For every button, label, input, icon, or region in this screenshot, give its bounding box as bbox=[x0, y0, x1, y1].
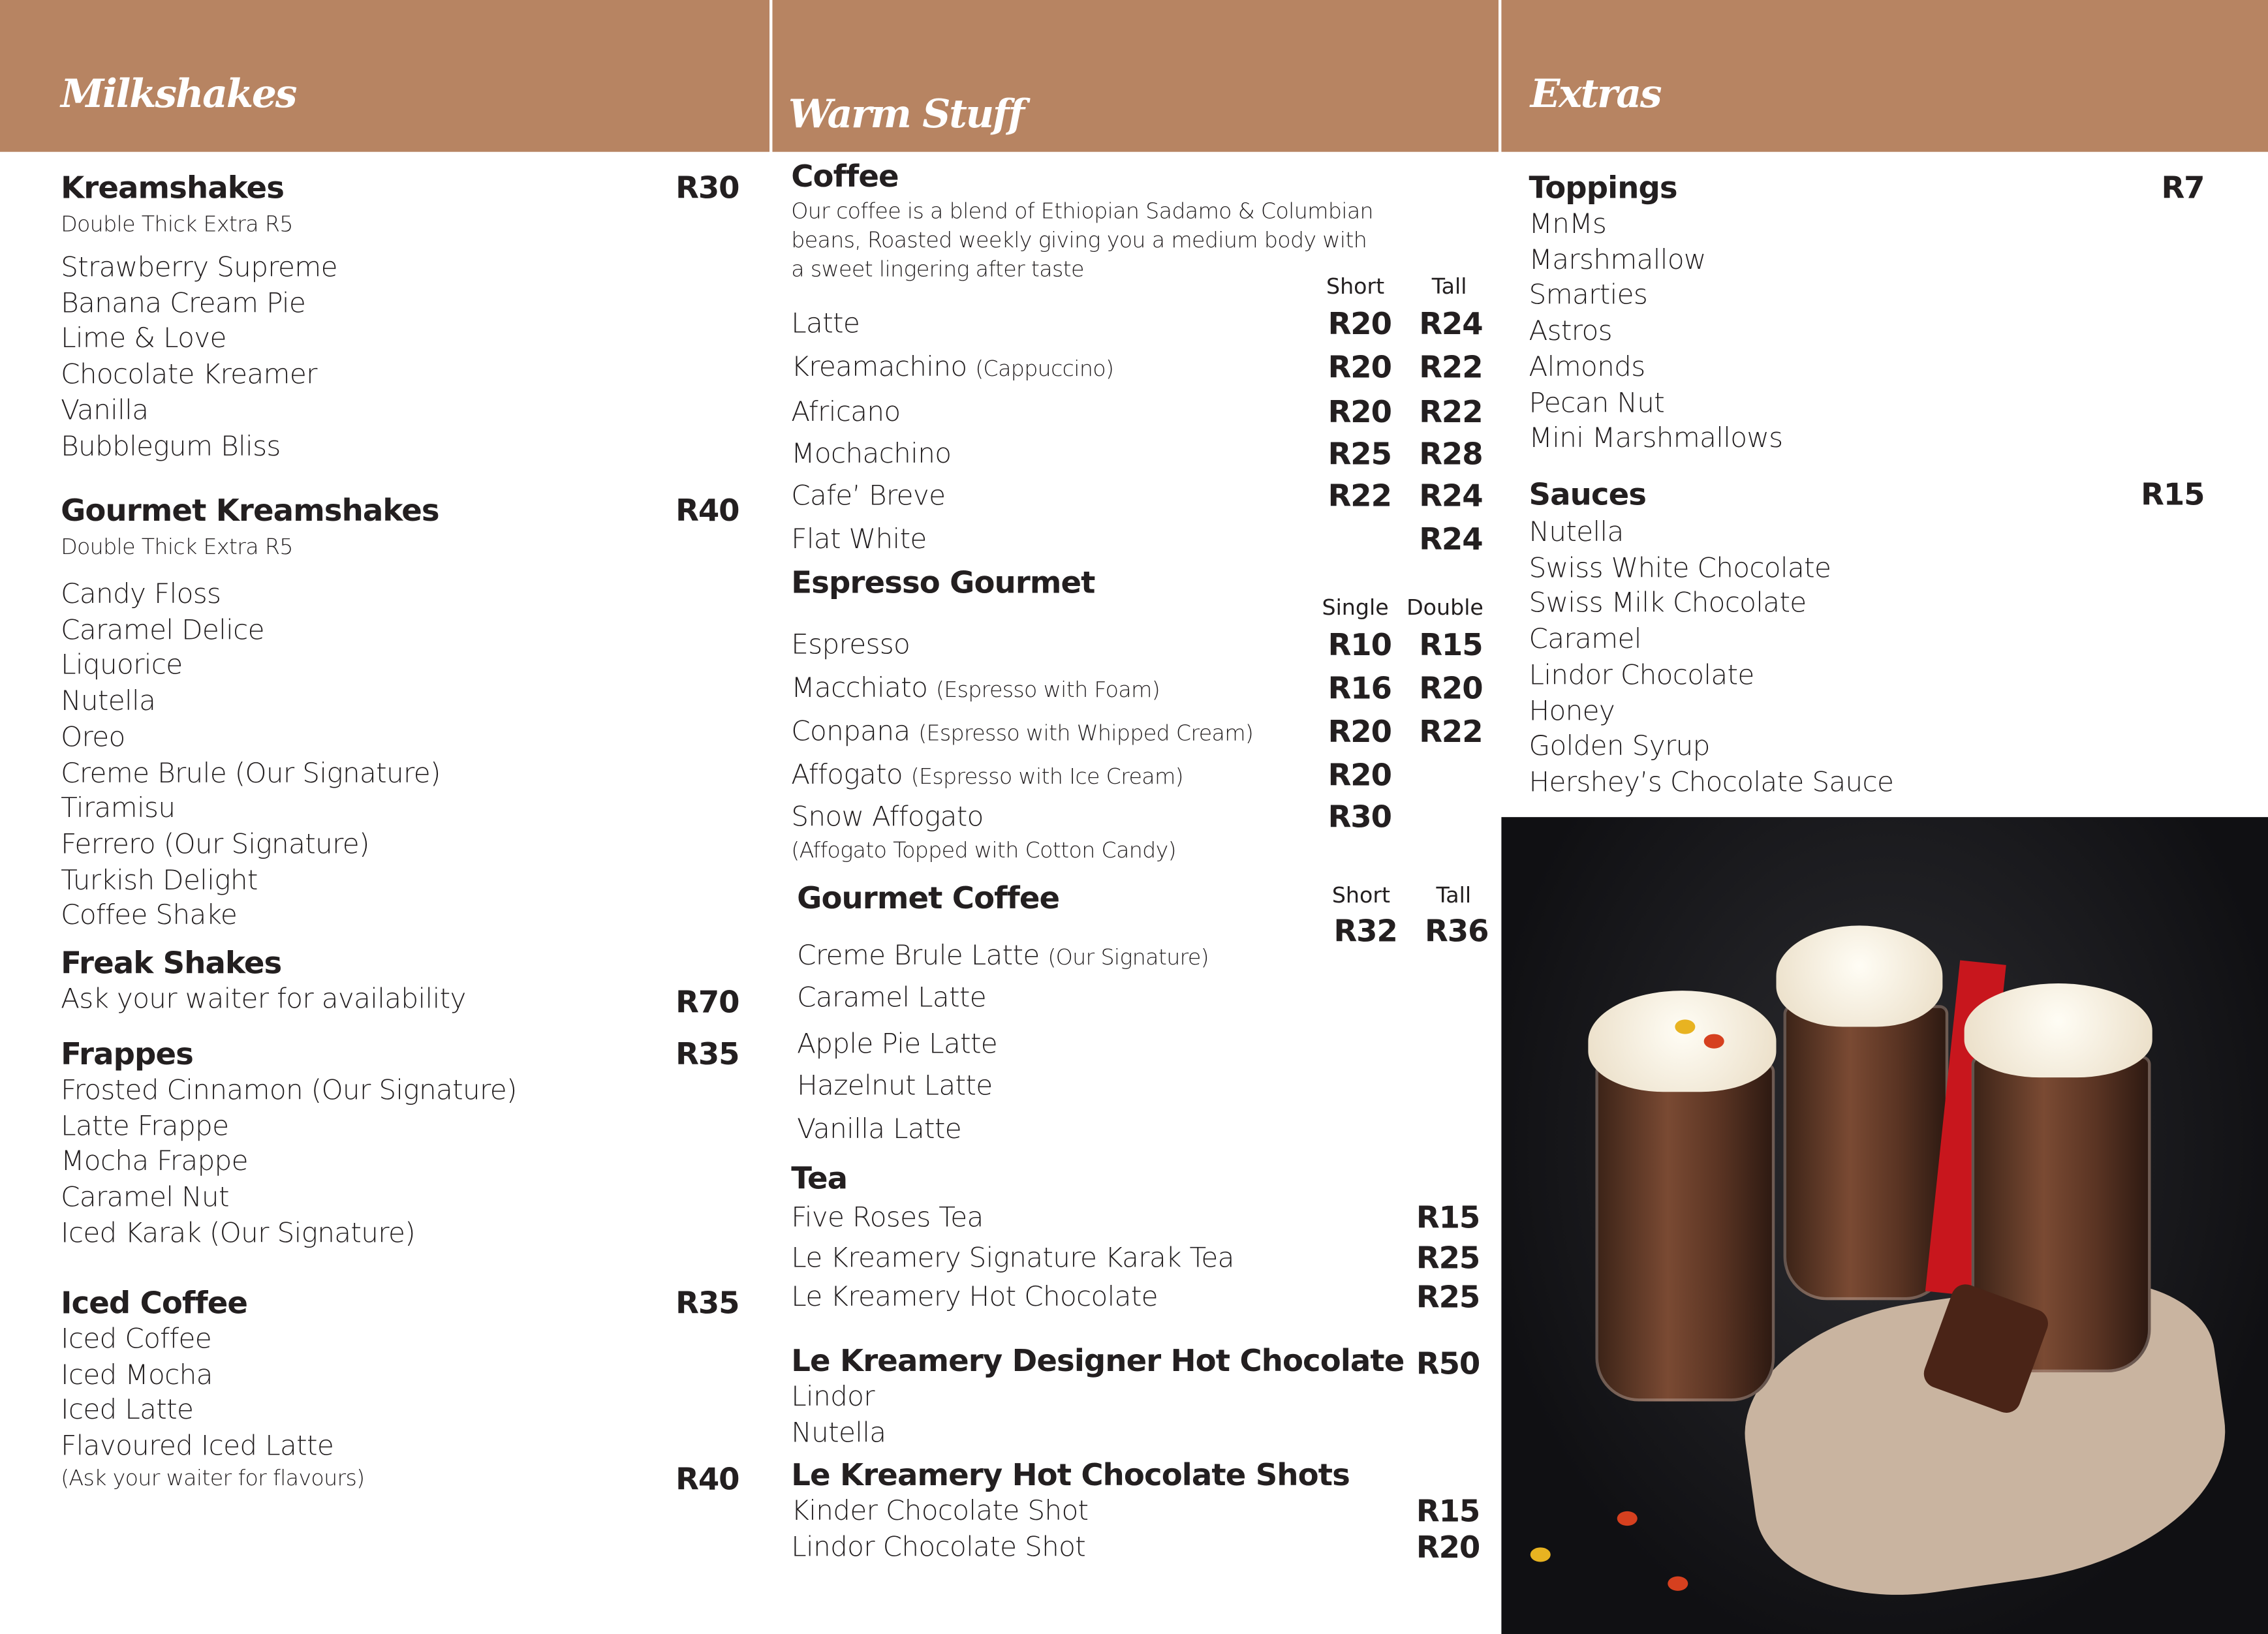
price-single: R16 bbox=[1328, 671, 1391, 706]
glass-left bbox=[1595, 1063, 1775, 1402]
size-label: Short bbox=[1326, 273, 1385, 300]
menu-item: Lime & Love bbox=[61, 323, 226, 355]
menu-item bbox=[791, 800, 983, 835]
price-short: R20 bbox=[1328, 395, 1391, 430]
hot-chocolate-photo bbox=[1501, 817, 2268, 1634]
price-double: R20 bbox=[1419, 671, 1483, 706]
menu-item: MnMs bbox=[1529, 208, 1607, 240]
item-name: Macchiato bbox=[791, 672, 928, 705]
price-short: R22 bbox=[1328, 478, 1391, 514]
item-name: Affogato bbox=[791, 759, 903, 792]
price-single: R20 bbox=[1328, 714, 1391, 749]
section-price: R40 bbox=[676, 1462, 739, 1497]
size-label: Short bbox=[1331, 882, 1391, 908]
menu-item bbox=[791, 522, 926, 557]
item-note: (Espresso with Ice Cream) bbox=[910, 763, 1183, 790]
section-price: R50 bbox=[1416, 1346, 1480, 1381]
item-name: Creme Brule Latte bbox=[797, 940, 1040, 972]
menu-item: Flavoured Iced Latte bbox=[61, 1430, 334, 1462]
menu-item: Smarties bbox=[1529, 279, 1648, 312]
menu-item: Creme Brule (Our Signature) bbox=[61, 757, 441, 789]
menu-item bbox=[791, 758, 1183, 794]
price-tall: R36 bbox=[1425, 914, 1489, 949]
menu-item bbox=[797, 1069, 992, 1103]
menu-item: Swiss White Chocolate bbox=[1529, 551, 1831, 584]
menu-item bbox=[797, 938, 1209, 974]
menu-item: Lindor Chocolate bbox=[1529, 659, 1754, 691]
menu-item: Iced Latte bbox=[61, 1395, 194, 1427]
price-tall: R24 bbox=[1419, 306, 1483, 342]
item-price: R20 bbox=[1416, 1530, 1480, 1565]
section-heading: Kreamshakes bbox=[61, 170, 285, 206]
item-price: R25 bbox=[1416, 1280, 1480, 1315]
price-tall: R22 bbox=[1419, 350, 1483, 385]
glass-middle bbox=[1784, 1005, 1949, 1300]
section-heading: Frappes bbox=[61, 1037, 193, 1072]
menu-item bbox=[791, 628, 910, 662]
item-price: R15 bbox=[1416, 1200, 1480, 1235]
menu-item bbox=[791, 350, 1113, 386]
menu-item bbox=[797, 1027, 997, 1062]
price-short: R20 bbox=[1328, 350, 1391, 385]
price-short: R25 bbox=[1328, 437, 1391, 472]
menu-item: Five Roses Tea bbox=[791, 1201, 984, 1234]
menu-item: Banana Cream Pie bbox=[61, 287, 306, 320]
menu-item: Latte Frappe bbox=[61, 1110, 229, 1143]
item-name: Flat White bbox=[791, 523, 927, 556]
cream-left bbox=[1588, 991, 1776, 1092]
menu-item: Lindor Chocolate Shot bbox=[791, 1531, 1086, 1564]
menu-item: Chocolate Kreamer bbox=[61, 358, 317, 391]
menu-item: Hershey’s Chocolate Sauce bbox=[1529, 766, 1894, 799]
menu-item: Bubblegum Bliss bbox=[61, 430, 281, 463]
menu-item bbox=[791, 437, 951, 471]
menu-item bbox=[791, 715, 1253, 750]
section-price: R15 bbox=[2141, 477, 2205, 512]
menu-item: Golden Syrup bbox=[1529, 730, 1710, 763]
section-price: R7 bbox=[2161, 170, 2205, 206]
menu-item: Honey bbox=[1529, 694, 1615, 727]
section-heading: Espresso Gourmet bbox=[791, 565, 1095, 600]
section-price: R30 bbox=[676, 170, 739, 206]
menu-item bbox=[797, 981, 986, 1015]
menu-item: Iced Karak (Our Signature) bbox=[61, 1217, 416, 1250]
menu-item: Caramel Nut bbox=[61, 1181, 229, 1214]
size-label: Single bbox=[1322, 594, 1389, 621]
section-description: a sweet lingering after taste bbox=[791, 256, 1084, 283]
item-name: Caramel Latte bbox=[797, 981, 987, 1014]
section-heading: Sauces bbox=[1529, 477, 1647, 512]
price-short: R20 bbox=[1328, 306, 1391, 342]
item-name: Vanilla Latte bbox=[797, 1113, 962, 1146]
menu-item: Le Kreamery Signature Karak Tea bbox=[791, 1242, 1234, 1274]
section-heading: Le Kreamery Hot Chocolate Shots bbox=[791, 1457, 1350, 1493]
price-tall: R22 bbox=[1419, 395, 1483, 430]
menu-item: Le Kreamery Hot Chocolate bbox=[791, 1281, 1158, 1314]
menu-item: Candy Floss bbox=[61, 578, 221, 611]
menu-item bbox=[791, 671, 1160, 707]
section-title-extras: Extras bbox=[1530, 72, 1661, 117]
cream-right bbox=[1965, 983, 2152, 1077]
menu-item: Nutella bbox=[1529, 516, 1624, 548]
size-label: Double bbox=[1406, 594, 1484, 621]
price-tall: R24 bbox=[1419, 478, 1483, 514]
menu-item: Almonds bbox=[1529, 351, 1645, 383]
menu-item: Strawberry Supreme bbox=[61, 251, 337, 284]
cream-middle bbox=[1776, 925, 1942, 1026]
menu-item: Caramel Delice bbox=[61, 614, 264, 646]
candy bbox=[1675, 1019, 1695, 1034]
menu-item: Lindor bbox=[791, 1381, 875, 1413]
menu-item: Vanilla bbox=[61, 394, 149, 427]
section-heading: Gourmet Coffee bbox=[797, 880, 1060, 916]
menu-item: Nutella bbox=[61, 685, 156, 718]
menu-item: Liquorice bbox=[61, 649, 183, 682]
price-single: R20 bbox=[1328, 758, 1391, 793]
menu-item bbox=[791, 395, 900, 429]
item-name: Mochachino bbox=[791, 438, 952, 470]
item-name: Apple Pie Latte bbox=[797, 1028, 998, 1060]
candy bbox=[1704, 1034, 1724, 1049]
menu-item: Swiss Milk Chocolate bbox=[1529, 587, 1807, 620]
item-note: (Our Signature) bbox=[1048, 944, 1209, 971]
menu-item: Iced Mocha bbox=[61, 1359, 213, 1391]
section-note: Ask your waiter for availability bbox=[61, 983, 466, 1015]
price-tall: R28 bbox=[1419, 437, 1483, 472]
size-label: Tall bbox=[1431, 273, 1467, 300]
section-price: R35 bbox=[676, 1037, 739, 1072]
section-price: R70 bbox=[676, 985, 739, 1020]
menu-item: Tiramisu bbox=[61, 792, 176, 825]
menu-item: Coffee Shake bbox=[61, 900, 238, 932]
menu-item: Frosted Cinnamon (Our Signature) bbox=[61, 1074, 517, 1107]
candy bbox=[1668, 1577, 1688, 1591]
section-title-warm-stuff: Warm Stuff bbox=[788, 92, 1023, 138]
item-name: Cafe’ Breve bbox=[791, 480, 946, 512]
section-heading: Le Kreamery Designer Hot Chocolate bbox=[791, 1343, 1405, 1379]
item-note: (Affogato Topped with Cotton Candy) bbox=[791, 837, 1176, 864]
price-single: R10 bbox=[1328, 627, 1391, 663]
section-note: (Ask your waiter for flavours) bbox=[61, 1465, 365, 1491]
item-name: Africano bbox=[791, 396, 901, 428]
section-heading: Toppings bbox=[1529, 170, 1677, 206]
section-title-milkshakes: Milkshakes bbox=[61, 72, 296, 117]
menu-item: Mocha Frappe bbox=[61, 1146, 248, 1178]
item-name: Kreamachino bbox=[791, 351, 967, 384]
candy bbox=[1530, 1547, 1551, 1562]
section-description: Our coffee is a blend of Ethiopian Sadamo & Columbian bbox=[791, 198, 1373, 224]
section-heading: Coffee bbox=[791, 159, 899, 194]
item-name: Hazelnut Latte bbox=[797, 1070, 993, 1102]
section-heading: Tea bbox=[791, 1161, 848, 1196]
item-price: R15 bbox=[1416, 1494, 1480, 1529]
candy bbox=[1617, 1511, 1638, 1526]
section-price: R35 bbox=[676, 1286, 739, 1321]
menu-item: Iced Coffee bbox=[61, 1323, 211, 1355]
item-name: Latte bbox=[791, 308, 860, 340]
price-double: R15 bbox=[1419, 627, 1483, 663]
menu-item: Turkish Delight bbox=[61, 864, 258, 897]
item-name: Espresso bbox=[791, 629, 910, 661]
menu-item bbox=[797, 1112, 961, 1147]
price-double: R22 bbox=[1419, 714, 1483, 749]
size-label: Tall bbox=[1436, 882, 1472, 908]
price-single: R30 bbox=[1328, 799, 1391, 835]
menu-item: Marshmallow bbox=[1529, 243, 1706, 276]
menu-item: Kinder Chocolate Shot bbox=[791, 1495, 1089, 1528]
section-note: Double Thick Extra R5 bbox=[61, 211, 293, 238]
item-price: R25 bbox=[1416, 1241, 1480, 1276]
section-heading: Freak Shakes bbox=[61, 946, 282, 981]
menu-item: Mini Marshmallows bbox=[1529, 422, 1783, 455]
menu-item: Nutella bbox=[791, 1417, 886, 1449]
item-name: Snow Affogato bbox=[791, 801, 984, 833]
price-tall: R24 bbox=[1419, 522, 1483, 557]
section-description: beans, Roasted weekly giving you a medium body with bbox=[791, 226, 1367, 253]
menu-item bbox=[791, 479, 945, 514]
menu-item: Pecan Nut bbox=[1529, 386, 1665, 419]
item-note: (Espresso with Whipped Cream) bbox=[918, 720, 1254, 747]
menu-item bbox=[791, 307, 860, 341]
menu-item: Ferrero (Our Signature) bbox=[61, 828, 369, 861]
menu-item: Oreo bbox=[61, 721, 125, 754]
menu-item: Astros bbox=[1529, 315, 1612, 348]
section-heading: Iced Coffee bbox=[61, 1286, 248, 1321]
section-price: R40 bbox=[676, 493, 739, 528]
price-short: R32 bbox=[1333, 914, 1397, 949]
item-note: (Cappuccino) bbox=[975, 356, 1114, 382]
menu-item: Caramel bbox=[1529, 623, 1641, 656]
item-note: (Espresso with Foam) bbox=[935, 677, 1160, 703]
item-name: Conpana bbox=[791, 716, 910, 748]
section-note: Double Thick Extra R5 bbox=[61, 533, 293, 560]
section-heading: Gourmet Kreamshakes bbox=[61, 493, 439, 528]
